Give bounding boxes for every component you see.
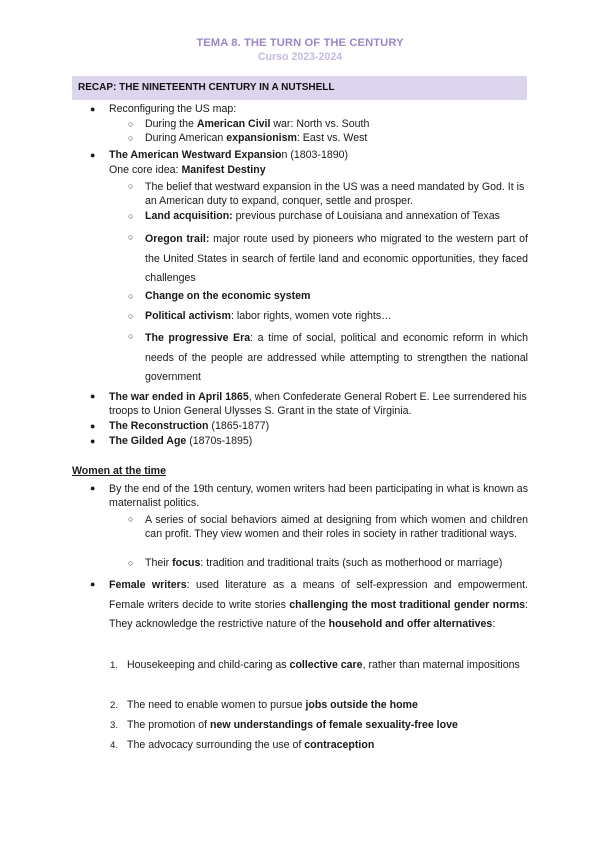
gilded-dates: (1870s-1895) — [186, 435, 253, 447]
civil-bold: American Civil — [196, 118, 271, 130]
list-text-b: contraception — [304, 739, 375, 751]
war-label: The war ended in April 1865 — [109, 391, 249, 403]
civil-post: war: North vs. South — [270, 118, 370, 130]
reconstruction-label: The Reconstruction — [109, 420, 209, 432]
oregon-text: major route used by pioneers who migrated to the western part of the United States in search of fertile land and economic opportunities, they faced challenges — [145, 233, 528, 284]
end-century-text: By the end of the 19th century, women writers had been participating in what is known as maternalist politics. — [109, 483, 528, 509]
core-idea-label: One core idea: — [109, 164, 182, 176]
sub-bullet-icon: ○ — [128, 211, 134, 221]
sub-bullet-icon: ○ — [128, 291, 134, 301]
core-idea-value: Manifest Destiny — [181, 164, 266, 176]
focus-text: : tradition and traditional traits (such as motherhood or marriage) — [200, 557, 503, 569]
westward-dates: n (1803-1890) — [281, 149, 349, 161]
expansion-pre: During American — [145, 132, 227, 144]
list-number: 3. — [110, 720, 119, 731]
list-number: 4. — [110, 740, 119, 751]
section-heading-bar — [72, 76, 527, 100]
list-number: 1. — [110, 660, 119, 671]
sub-bullet-icon: ○ — [128, 181, 134, 191]
focus-label: focus — [172, 557, 201, 569]
page-title: TEMA 8. THE TURN OF THE CENTURY — [196, 37, 404, 49]
writers-label: Female writers — [109, 579, 187, 591]
bullet-icon: ● — [90, 104, 96, 114]
writers-text-b: challenging the most traditional gender norms — [289, 598, 526, 611]
women-heading: Women at the time — [72, 465, 166, 477]
war-text: , when Confederate General Robert E. Lee surrendered his troops to Union General Ulysses S. Grant in the state of Virginia. — [109, 391, 527, 417]
list-number: 2. — [110, 700, 119, 711]
list-text-a: The need to enable women to pursue — [127, 699, 306, 711]
activism-label: Political activism — [145, 310, 231, 322]
bullet-icon: ● — [90, 579, 96, 589]
list-text-a: The promotion of — [127, 719, 211, 731]
reconstruction-dates: (1865-1877) — [208, 420, 270, 432]
progressive-text: : a time of social, political and economic reform in which needs of the people are addressed while attempting to strengthen the national government — [145, 332, 528, 383]
progressive-label: The progressive Era — [145, 332, 251, 344]
list-text-a: Housekeeping and child-caring as — [127, 659, 290, 671]
bullet-icon: ● — [90, 421, 96, 431]
section-heading: RECAP: THE NINETEENTH CENTURY IN A NUTSHELL — [78, 82, 335, 93]
focus-pre: Their — [145, 557, 173, 569]
civil-pre: During the — [145, 118, 197, 130]
oregon-label: Oregon trail: — [145, 233, 210, 245]
sub-bullet-icon: ○ — [128, 514, 134, 524]
activism-text: : labor rights, women vote rights… — [230, 310, 392, 322]
bullet-icon: ● — [90, 483, 96, 493]
list-text-b: collective care — [289, 659, 363, 671]
page-subtitle: Curso 2023-2024 — [257, 51, 343, 63]
list-text-a: The advocacy surrounding the use of — [127, 739, 305, 751]
belief-text: The belief that westward expansion in the US was a need mandated by God. It is an American duty to expand, conquer, settle and prosper. — [145, 181, 525, 207]
bullet-icon: ● — [90, 391, 96, 401]
gilded-label: The Gilded Age — [109, 435, 187, 447]
bullet-icon: ● — [90, 150, 96, 160]
expansion-post: : East vs. West — [296, 132, 368, 144]
economic-text: Change on the economic system — [145, 290, 311, 302]
sub-bullet-icon: ○ — [128, 558, 134, 568]
writers-text-c: : They acknowledge the restrictive nature of the — [109, 598, 528, 630]
sub-bullet-icon: ○ — [128, 331, 134, 341]
writers-text-d: household and offer alternatives — [328, 618, 493, 630]
list-text-b: jobs outside the home — [305, 699, 418, 711]
list-text-c: , rather than maternal impositions — [362, 659, 520, 671]
sub-bullet-icon: ○ — [128, 311, 134, 321]
land-text: previous purchase of Louisiana and annexation of Texas — [232, 210, 500, 222]
writers-text-a: : used literature as a means of self-expression and empowerment. Female writers decide to write stories — [109, 579, 528, 611]
land-label: Land acquisition: — [145, 210, 233, 222]
map-intro: Reconfiguring the US map: — [109, 103, 237, 115]
sub-bullet-icon: ○ — [128, 119, 134, 129]
westward-title: The American Westward Expansio — [109, 149, 282, 161]
sub-bullet-icon: ○ — [128, 133, 134, 143]
behaviors-text: A series of social behaviors aimed at designing from which women and children can profit. They view women and their roles in society in rather traditional ways. — [145, 514, 528, 540]
sub-bullet-icon: ○ — [128, 232, 134, 242]
list-text-b: new understandings of female sexuality-free love — [210, 719, 458, 731]
expansion-bold: expansionism — [226, 132, 297, 144]
bullet-icon: ● — [90, 436, 96, 446]
writers-text-e: : — [492, 618, 496, 630]
